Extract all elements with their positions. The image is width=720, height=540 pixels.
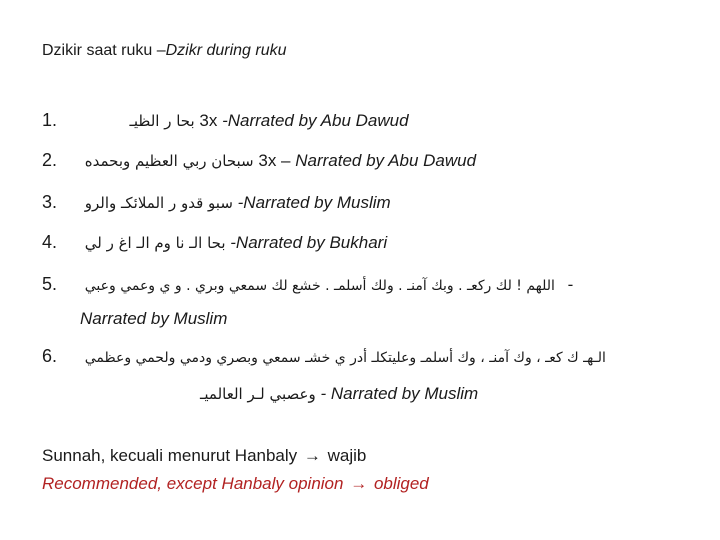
footer-english <box>42 474 429 494</box>
item-number: 3. <box>42 192 58 212</box>
right-arrow-icon: → <box>303 446 321 465</box>
footer-indonesian <box>42 446 366 466</box>
arabic-text: سبو قدو ر الملائكـ والرو <box>84 194 233 212</box>
narration-source: -Narrated by Abu Dawud <box>222 111 409 130</box>
arabic-text: الـهـ ك كعـ ، وك آمنـ ، وك أسلمـ وعليتكلـ أدر ي خشـ سمعي وبصري ودمي ولحمي وعظمي <box>84 350 606 366</box>
title-plain: Dzikir saat ruku – <box>42 42 166 59</box>
list-item-4 <box>42 232 387 253</box>
item-number: 5. <box>42 274 58 294</box>
repeat-count: 3x – <box>258 151 291 170</box>
list-item-2 <box>42 150 476 171</box>
footer-line1-text: Sunnah, kecuali menurut Hanbaly <box>42 446 298 465</box>
narration-source: -Narrated by Bukhari <box>230 233 388 252</box>
item-number: 2. <box>42 150 58 170</box>
repeat-count: 3x <box>199 111 218 130</box>
footer-line2-after: obliged <box>373 474 429 493</box>
narration-source-5: Narrated by Muslim <box>80 309 228 328</box>
arabic-text: بحا ر الظيـ <box>129 112 195 130</box>
arabic-text-continued: وعصبي لـر العالميـ <box>200 385 316 403</box>
list-item-3 <box>42 192 391 213</box>
arabic-text: سبحان ربي العظيم وبحمده <box>84 152 254 170</box>
narration-source-6: - Narrated by Muslim <box>320 384 479 403</box>
item-number: 6. <box>42 346 58 366</box>
dash: - <box>567 275 574 294</box>
arabic-text: بحا الـ نا وم الـ اغ ر لي <box>84 234 226 252</box>
narration-source: Narrated by Abu Dawud <box>295 151 477 170</box>
list-item-5 <box>42 274 573 295</box>
list-item-1 <box>42 110 409 131</box>
arabic-text: اللهم ! لك ركعـ . وبك آمنـ . ولك أسلمـ . خشع لك سمعي وبري . و ي وعمي وعبي <box>84 278 555 294</box>
item-number: 1. <box>42 110 58 130</box>
footer-line2-text: Recommended, except Hanbaly opinion <box>42 474 344 493</box>
footer-line1-after: wajib <box>327 446 367 465</box>
list-item-6 <box>42 346 606 367</box>
slide-title <box>42 42 287 60</box>
right-arrow-icon: → <box>350 474 368 493</box>
title-italic: Dzikr during ruku <box>165 42 287 59</box>
list-item-6-continuation <box>200 384 478 404</box>
item-number: 4. <box>42 232 58 252</box>
narration-source: -Narrated by Muslim <box>237 193 391 212</box>
